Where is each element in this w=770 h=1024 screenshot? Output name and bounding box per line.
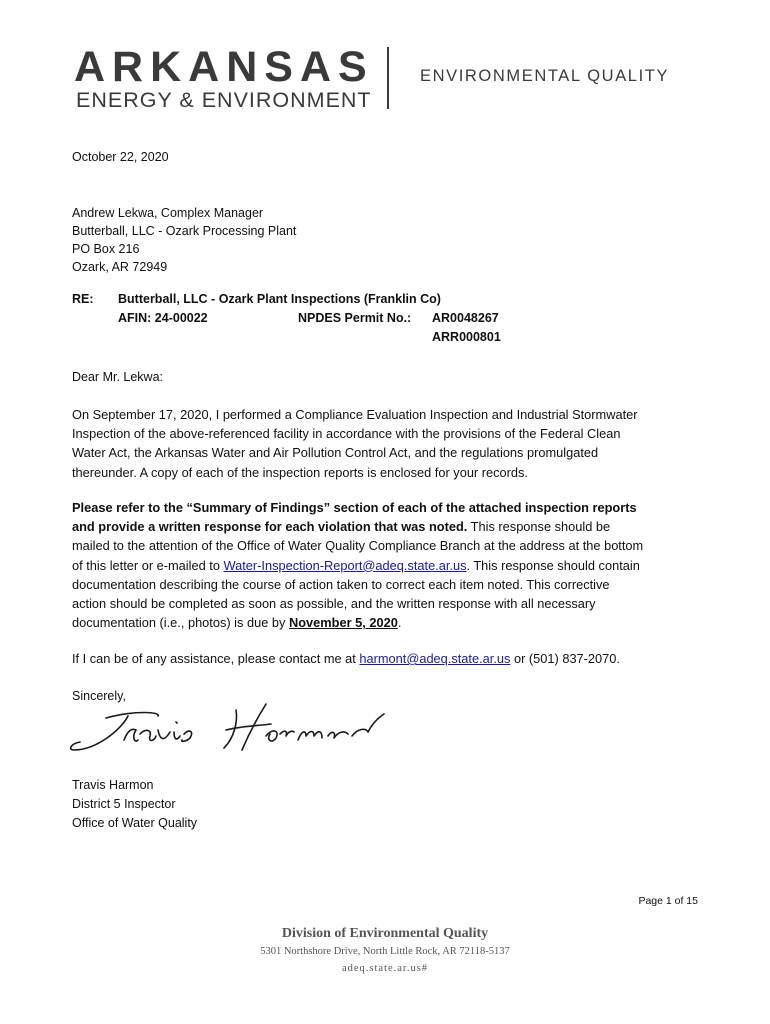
- recipient-line: Andrew Lekwa, Complex Manager: [72, 206, 264, 220]
- signer-line: Travis Harmon: [72, 778, 154, 792]
- paragraph-line: On September 17, 2020, I performed a Compliance Evaluation Inspection and Industrial Stormwater: [72, 407, 638, 422]
- paragraph-line: Please refer to the “Summary of Findings” section of each of the attached inspection reports: [72, 500, 637, 515]
- report-email-link[interactable]: Water-Inspection-Report@adeq.state.ar.us: [223, 557, 467, 573]
- signer-line: District 5 Inspector: [72, 797, 176, 811]
- recipient-block: [72, 204, 296, 276]
- footer-address: 5301 Northshore Drive, North Little Rock, AR 72118-5137: [260, 946, 510, 957]
- paragraph-line: Inspection of the above-referenced facility in accordance with the provisions of the Federal Clean: [72, 426, 621, 442]
- letterhead-title: ARKANSAS: [74, 43, 374, 91]
- re-afin: AFIN: 24-00022: [118, 311, 208, 325]
- paragraph-line: action should be completed as soon as possible, and the written response with all necessary: [72, 596, 596, 612]
- paragraph-line: documentation describing the course of action taken to correct each item noted. This corrective: [72, 576, 610, 592]
- paragraph-line: [72, 613, 643, 632]
- signer-line: Office of Water Quality: [72, 816, 198, 830]
- re-permit-number: AR0048267: [432, 311, 499, 325]
- letterhead: [74, 44, 714, 114]
- paragraph-line: thereunder. A copy of each of the inspection reports is enclosed for your records.: [72, 464, 528, 480]
- paragraph-text: .: [397, 615, 402, 631]
- paragraph-text: of this letter or e-mailed to: [72, 557, 224, 573]
- footer-url[interactable]: adeq.state.ar.us#: [341, 963, 429, 974]
- recipient-line: PO Box 216: [72, 242, 140, 256]
- recipient-line: Ozark, AR 72949: [72, 260, 168, 274]
- letter-date: October 22, 2020: [72, 150, 169, 164]
- paragraph-text: or (501) 837-2070.: [510, 651, 620, 666]
- paragraph-text: . This response should contain: [466, 557, 640, 573]
- letterhead-division: ENVIRONMENTAL QUALITY: [420, 67, 670, 85]
- re-subject: Butterball, LLC - Ozark Plant Inspections (Franklin Co): [118, 292, 441, 306]
- re-permit-number: ARR000801: [432, 330, 501, 344]
- re-permit-label: NPDES Permit No.:: [298, 311, 412, 325]
- re-label: RE:: [72, 292, 94, 306]
- paragraph-contact: [72, 650, 620, 668]
- salutation: Dear Mr. Lekwa:: [72, 370, 164, 384]
- recipient-line: Butterball, LLC - Ozark Processing Plant: [72, 224, 297, 238]
- closing: Sincerely,: [72, 689, 126, 703]
- bold-text: and provide a written response for each violation that was noted.: [72, 519, 468, 535]
- paragraph-text: If I can be of any assistance, please contact me at: [72, 651, 360, 666]
- due-date: November 5, 2020: [288, 615, 398, 631]
- paragraph-line: mailed to the attention of the Office of Water Quality Compliance Branch at the address at the bottom: [72, 538, 644, 554]
- paragraph-line: [72, 517, 643, 536]
- page-number: Page 1 of 15: [638, 895, 698, 907]
- signature: [66, 700, 386, 770]
- paragraph-line: [72, 556, 643, 575]
- signer-block: [72, 776, 197, 833]
- contact-email-link[interactable]: harmont@adeq.state.ar.us: [359, 651, 511, 666]
- letterhead-divider: [387, 47, 389, 109]
- footer-title: Division of Environmental Quality: [281, 926, 489, 941]
- paragraph-text: documentation (i.e., photos) is due by: [72, 615, 289, 631]
- paragraph-text: This response should be: [467, 519, 611, 535]
- paragraph-line: Water Act, the Arkansas Water and Air Pollution Control Act, and the regulations promulgated: [72, 445, 599, 461]
- letterhead-subtitle: ENERGY & ENVIRONMENT: [76, 88, 372, 112]
- paragraph-response: [72, 498, 643, 632]
- paragraph-inspection: [72, 405, 638, 482]
